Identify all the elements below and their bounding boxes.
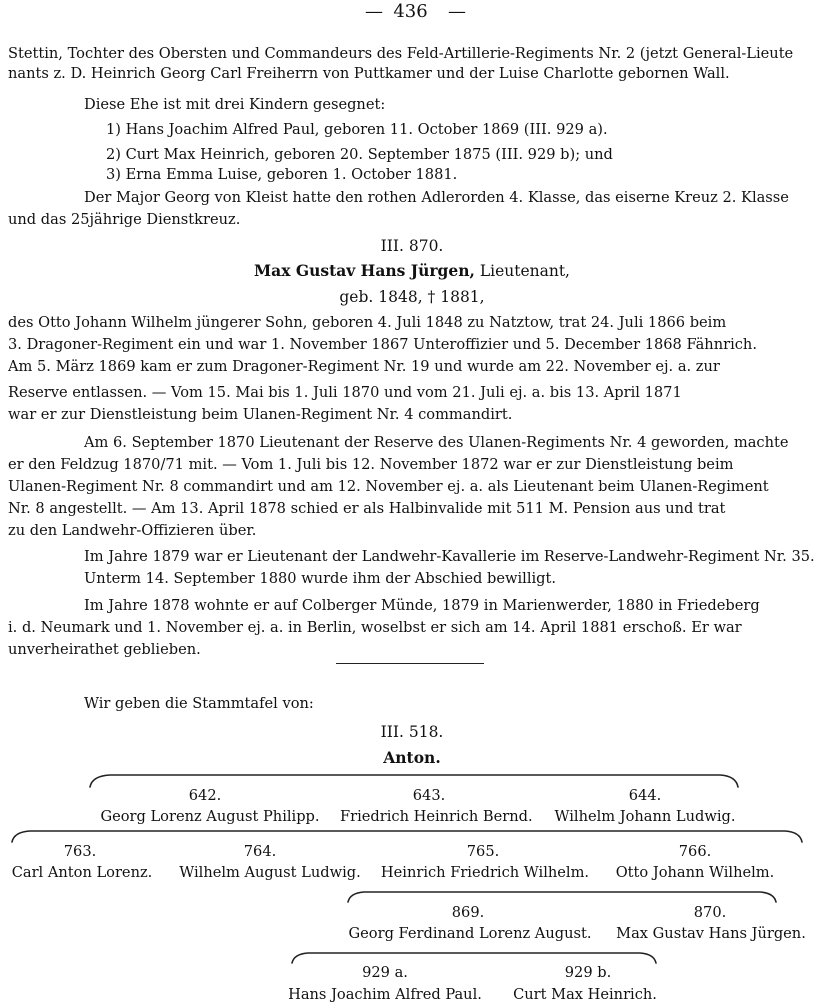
tree-number-764: 764. <box>243 843 277 860</box>
body-line: zu den Landwehr-Offizieren über. <box>8 522 257 539</box>
stammtafel-root-name: Anton. <box>383 748 441 767</box>
body-line: Im Jahre 1878 wohnte er auf Colberger Münde, 1879 in Marienwerder, 1880 in Friedeberg <box>84 597 760 614</box>
page-number-value: 436 <box>393 1 428 22</box>
tree-number-766: 766. <box>678 843 712 860</box>
tree-name-643: Friedrich Heinrich Bernd. <box>340 808 533 825</box>
tree-number-929a: 929 a. <box>362 964 408 981</box>
bracket-gen4 <box>292 953 656 963</box>
tree-number-643: 643. <box>412 787 446 804</box>
body-line: er den Feldzug 1870/71 mit. — Vom 1. Juli bis 12. November 1872 war er zur Dienstleistung beim <box>8 456 734 473</box>
body-line: des Otto Johann Wilhelm jüngerer Sohn, geboren 4. Juli 1848 zu Natztow, trat 24. Juli 1866 beim <box>8 314 727 331</box>
body-line: unverheirathet geblieben. <box>8 641 201 658</box>
stammtafel-root-number: III. 518. <box>380 723 444 741</box>
tree-name-644: Wilhelm Johann Ludwig. <box>554 808 736 825</box>
section-number: III. 870. <box>380 237 444 255</box>
stammtafel-intro: Wir geben die Stammtafel von: <box>84 695 314 712</box>
tree-number-869: 869. <box>451 904 485 921</box>
child-list-item: 3) Erna Emma Luise, geboren 1. October 1881. <box>106 166 458 183</box>
tree-name-929a: Hans Joachim Alfred Paul. <box>288 986 482 1003</box>
paragraph-line: Stettin, Tochter des Obersten und Commandeurs des Feld-Artillerie-Regiments Nr. 2 (jetzt General-Lieute <box>8 45 794 62</box>
tree-number-642: 642. <box>188 787 222 804</box>
bracket-gen3 <box>348 892 776 902</box>
paragraph-line: Diese Ehe ist mit drei Kindern gesegnet: <box>84 96 386 113</box>
tree-number-644: 644. <box>628 787 662 804</box>
body-line: Reserve entlassen. — Vom 15. Mai bis 1. Juli 1870 und vom 21. Juli ej. a. bis 13. April 1871 <box>8 384 682 401</box>
child-list-item: 1) Hans Joachim Alfred Paul, geboren 11. October 1869 (III. 929 a). <box>106 121 608 138</box>
page-number-dash-left: — <box>365 1 383 22</box>
tree-name-869: Georg Ferdinand Lorenz August. <box>348 925 592 942</box>
tree-number-763: 763. <box>63 843 97 860</box>
bracket-gen2 <box>12 831 802 842</box>
section-name: Max Gustav Hans Jürgen, <box>254 261 475 280</box>
tree-name-929b: Curt Max Heinrich. <box>513 986 657 1003</box>
body-line: Ulanen-Regiment Nr. 8 commandirt und am 12. November ej. a. als Lieutenant beim Ulanen-Regiment <box>8 478 769 495</box>
body-line: Am 5. März 1869 kam er zum Dragoner-Regiment Nr. 19 und wurde am 22. November ej. a. zur <box>8 358 720 375</box>
tree-name-763: Carl Anton Lorenz. <box>11 864 153 881</box>
tree-number-765: 765. <box>466 843 500 860</box>
body-line: war er zur Dienstleistung beim Ulanen-Regiment Nr. 4 commandirt. <box>8 406 513 423</box>
body-line: Am 6. September 1870 Lieutenant der Reserve des Ulanen-Regiments Nr. 4 geworden, machte <box>84 434 789 451</box>
body-line: i. d. Neumark und 1. November ej. a. in Berlin, woselbst er sich am 14. April 1881 erschoß. Er war <box>8 619 742 636</box>
tree-name-766: Otto Johann Wilhelm. <box>615 864 775 881</box>
tree-number-870: 870. <box>693 904 727 921</box>
tree-name-765: Heinrich Friedrich Wilhelm. <box>380 864 590 881</box>
section-rank: Lieutenant, <box>474 262 570 280</box>
paragraph-line: nants z. D. Heinrich Georg Carl Freiherrn von Puttkamer und der Luise Charlotte gebornen Wall. <box>8 65 730 82</box>
section-dates: geb. 1848, † 1881, <box>339 288 485 306</box>
tree-number-929b: 929 b. <box>564 964 612 981</box>
tree-name-764: Wilhelm August Ludwig. <box>179 864 361 881</box>
body-line: Nr. 8 angestellt. — Am 13. April 1878 schied er als Halbinvalide mit 511 M. Pension aus und trat <box>8 500 726 517</box>
body-line: 3. Dragoner-Regiment ein und war 1. November 1867 Unteroffizier und 5. December 1868 Fähnrich. <box>8 336 757 353</box>
paragraph-line: und das 25jährige Dienstkreuz. <box>8 211 241 228</box>
tree-name-870: Max Gustav Hans Jürgen. <box>616 925 806 942</box>
body-line: Im Jahre 1879 war er Lieutenant der Landwehr-Kavallerie im Reserve-Landwehr-Regiment Nr. 35. <box>84 548 815 565</box>
body-line: Unterm 14. September 1880 wurde ihm der Abschied bewilligt. <box>84 570 557 587</box>
page-number-dash-right: — <box>448 1 466 22</box>
child-list-item: 2) Curt Max Heinrich, geboren 20. September 1875 (III. 929 b); und <box>106 146 613 163</box>
paragraph-line: Der Major Georg von Kleist hatte den rothen Adlerorden 4. Klasse, das eiserne Kreuz 2. Klasse <box>84 189 789 206</box>
tree-name-642: Georg Lorenz August Philipp. <box>100 808 320 825</box>
